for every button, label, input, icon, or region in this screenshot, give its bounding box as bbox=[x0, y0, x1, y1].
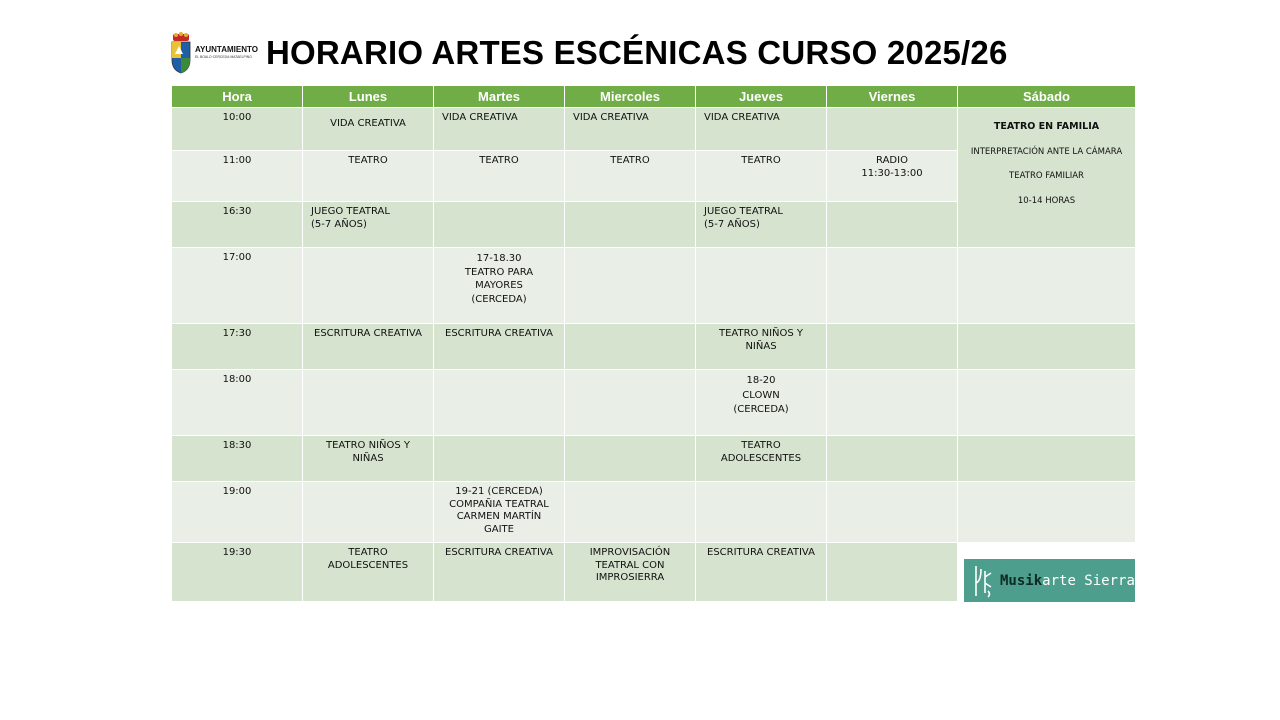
cell-viernes bbox=[827, 202, 958, 248]
cell-miercoles: VIDA CREATIVA bbox=[565, 108, 696, 151]
cell-lunes: TEATRO NIÑOS Y NIÑAS bbox=[303, 436, 434, 482]
cell-viernes bbox=[827, 108, 958, 151]
cell-jueves: TEATRO NIÑOS Y NIÑAS bbox=[696, 324, 827, 370]
table-row bbox=[172, 482, 1136, 543]
cell-martes: 19-21 (CERCEDA) COMPAÑIA TEATRAL CARMEN MARTÍN GAITE bbox=[434, 482, 565, 543]
page-title: HORARIO ARTES ESCÉNICAS CURSO 2025/26 bbox=[266, 34, 1008, 71]
sponsor-name bbox=[1000, 573, 1135, 589]
time-cell: 17:00 bbox=[172, 248, 303, 324]
time-cell: 18:00 bbox=[172, 370, 303, 436]
cell-lunes: ESCRITURA CREATIVA bbox=[303, 324, 434, 370]
sponsor-name-part1: Musik bbox=[1000, 572, 1043, 589]
cell-miercoles bbox=[565, 436, 696, 482]
logo-title: AYUNTAMIENTO bbox=[195, 45, 258, 55]
cell-jueves: TEATRO ADOLESCENTES bbox=[696, 436, 827, 482]
cell-miercoles bbox=[565, 370, 696, 436]
cell-martes: ESCRITURA CREATIVA bbox=[434, 543, 565, 602]
cell-sabado bbox=[958, 482, 1136, 543]
col-header-miercoles: Miercoles bbox=[565, 86, 696, 108]
time-cell: 11:00 bbox=[172, 151, 303, 202]
time-cell: 10:00 bbox=[172, 108, 303, 151]
cell-miercoles bbox=[565, 248, 696, 324]
cell-viernes: RADIO 11:30-13:00 bbox=[827, 151, 958, 202]
table-row bbox=[172, 436, 1136, 482]
ayuntamiento-logo bbox=[170, 30, 262, 76]
sabado-item: TEATRO FAMILIAR bbox=[1009, 171, 1084, 181]
cell-miercoles: IMPROVISACIÓN TEATRAL CON IMPROSIERRA bbox=[565, 543, 696, 602]
cell-jueves: TEATRO bbox=[696, 151, 827, 202]
table-row bbox=[172, 108, 1136, 151]
cell-lunes: VIDA CREATIVA bbox=[303, 108, 434, 151]
table-row bbox=[172, 248, 1136, 324]
cell-viernes bbox=[827, 324, 958, 370]
time-cell: 16:30 bbox=[172, 202, 303, 248]
col-header-lunes: Lunes bbox=[303, 86, 434, 108]
cell-martes: 17-18.30 TEATRO PARA MAYORES (CERCEDA) bbox=[434, 248, 565, 324]
sabado-item: 10-14 HORAS bbox=[1017, 195, 1076, 206]
cell-viernes bbox=[827, 436, 958, 482]
musikarte-sierra-logo bbox=[964, 559, 1135, 602]
cell-miercoles bbox=[565, 324, 696, 370]
cell-sabado bbox=[958, 248, 1136, 324]
cell-jueves bbox=[696, 248, 827, 324]
time-cell: 17:30 bbox=[172, 324, 303, 370]
sabado-heading: TEATRO EN FAMILIA bbox=[993, 121, 1100, 132]
cell-viernes bbox=[827, 543, 958, 602]
col-header-viernes: Viernes bbox=[827, 86, 958, 108]
cell-miercoles bbox=[565, 482, 696, 543]
cell-martes bbox=[434, 436, 565, 482]
col-header-jueves: Jueves bbox=[696, 86, 827, 108]
cell-lunes: TEATRO bbox=[303, 151, 434, 202]
page-header bbox=[170, 26, 1008, 80]
cell-jueves: ESCRITURA CREATIVA bbox=[696, 543, 827, 602]
cell-lunes bbox=[303, 248, 434, 324]
cell-lunes bbox=[303, 482, 434, 543]
cell-miercoles bbox=[565, 202, 696, 248]
cell-martes: TEATRO bbox=[434, 151, 565, 202]
cell-viernes bbox=[827, 482, 958, 543]
cell-miercoles: TEATRO bbox=[565, 151, 696, 202]
col-header-hora: Hora bbox=[172, 86, 303, 108]
sponsor-name-part2: arte Sierra bbox=[1042, 572, 1135, 589]
table-row bbox=[172, 370, 1136, 436]
cell-lunes: JUEGO TEATRAL (5-7 AÑOS) bbox=[303, 202, 434, 248]
sabado-block bbox=[958, 108, 1136, 248]
cell-martes bbox=[434, 370, 565, 436]
cell-jueves bbox=[696, 482, 827, 543]
cell-sabado bbox=[958, 436, 1136, 482]
logo-subtitle: EL BOALO·CERCEDA·MATAELPINO bbox=[195, 55, 252, 60]
musikarte-mark-icon bbox=[972, 563, 994, 599]
cell-jueves: JUEGO TEATRAL (5-7 AÑOS) bbox=[696, 202, 827, 248]
header-row bbox=[172, 86, 1136, 108]
cell-sabado bbox=[958, 324, 1136, 370]
cell-jueves: 18-20 CLOWN (CERCEDA) bbox=[696, 370, 827, 436]
time-cell: 19:30 bbox=[172, 543, 303, 602]
cell-sabado bbox=[958, 370, 1136, 436]
cell-lunes: TEATRO ADOLESCENTES bbox=[303, 543, 434, 602]
table-row bbox=[172, 324, 1136, 370]
time-cell: 19:00 bbox=[172, 482, 303, 543]
cell-martes bbox=[434, 202, 565, 248]
coat-of-arms-icon bbox=[170, 32, 192, 74]
sabado-item: INTERPRETACIÓN ANTE LA CÁMARA bbox=[970, 146, 1123, 157]
cell-lunes bbox=[303, 370, 434, 436]
cell-martes: VIDA CREATIVA bbox=[434, 108, 565, 151]
col-header-sabado: Sábado bbox=[958, 86, 1136, 108]
cell-jueves: VIDA CREATIVA bbox=[696, 108, 827, 151]
schedule-table bbox=[171, 85, 1136, 602]
cell-martes: ESCRITURA CREATIVA bbox=[434, 324, 565, 370]
col-header-martes: Martes bbox=[434, 86, 565, 108]
cell-viernes bbox=[827, 248, 958, 324]
cell-viernes bbox=[827, 370, 958, 436]
time-cell: 18:30 bbox=[172, 436, 303, 482]
